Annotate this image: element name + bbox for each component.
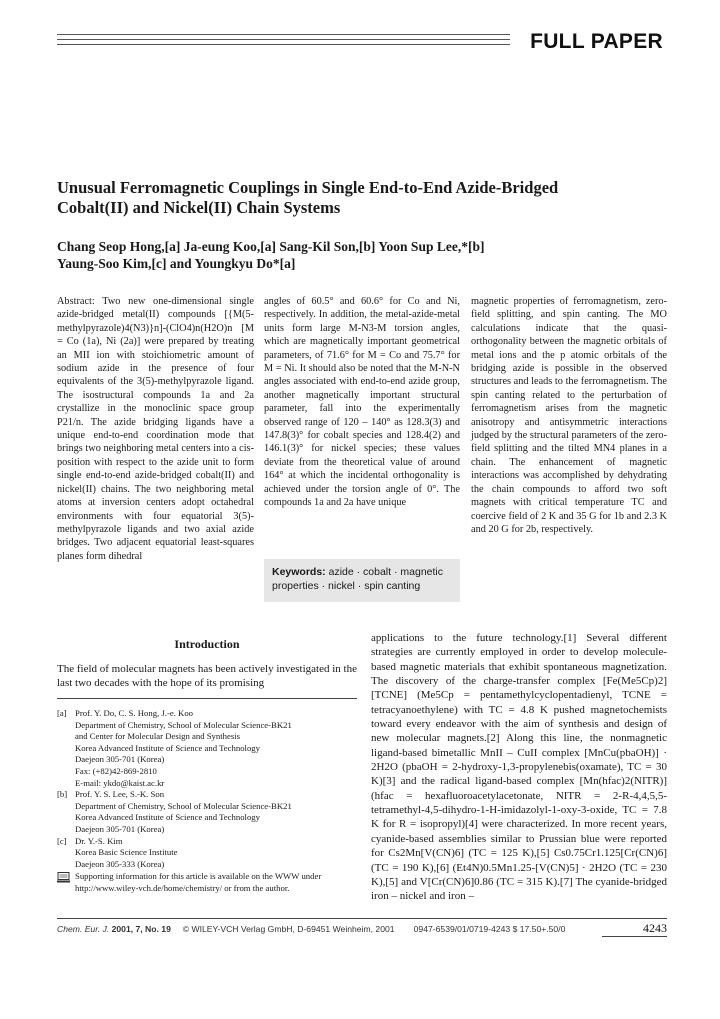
computer-icon: [57, 872, 70, 883]
copyright: © WILEY-VCH Verlag GmbH, D-69451 Weinheim, 2001: [182, 924, 395, 934]
keywords-box: [264, 559, 460, 602]
introduction-heading: Introduction: [174, 637, 240, 651]
supporting-info-url[interactable]: http://www.wiley-vch.de/home/chemistry/ or from the author.: [75, 882, 290, 893]
authors-line-1: Chang Seop Hong,[a] Ja-eung Koo,[a] Sang-Kil Son,[b] Yoon Sup Lee,*[b]: [57, 239, 485, 254]
page-number-underline: [602, 936, 667, 937]
introduction-continued: applications to the future technology.[1] Several different strategies are currently employed in order to develop molecule-based magnetic materials that exhibit spontaneous magnetization. The discovery of the charge-transfer complex [Fe(Me5Cp)2][TCNE] (Me5Cp = pentamethylcyclopentadienyl, TCNE = tetracyanoethylene) with TC = 4.8 K pushed magnetochemists toward every endeavor with the aim of synthesis and design of new molecular magnets.[2] Along this line, the nonmagnetic ligand-based bimetallic MnII – CuII complex [MnCu(pbaOH)] · 2H2O (pbaOH = 2-hydroxy-1,3-propylenebis(oxamate), TC = 30 K)[3] and the radical ligand-based complex [Mn(hfac)2(NITR)] (hfac = hexafluoroacetylacetonate, NITR = 2-R-4,4,5,5-tetramethyl-4,5-dihydro-1-H-imidazolyl-1-oxy-3-oxide, TC = 7.8 K for R = isopropyl)[4] were characterized. In more recent years, cyanide-based assemblies similar to Prussian blue were reported for Cs2Mn[V(CN)6] (TC = 125 K),[5] Cs0.75Cr1.125[Cr(CN)6] (TC = 190 K),[6] (Et4N)0.5Mn1.25-[V(CN)5] · 2H2O (TC = 230 K),[5] and V[Cr(CN)6]0.86 (TC = 315 K).[7] The cyanide-bridged iron – nickel and iron –: [371, 632, 667, 903]
footnote-line: Korea Advanced Institute of Science and Technology: [75, 812, 260, 823]
supporting-info-note: [57, 871, 357, 894]
page-footer: [57, 921, 667, 935]
page-number: 4243: [643, 921, 667, 935]
footnote-line: Prof. Y. S. Lee, S.-K. Son: [75, 789, 165, 800]
footnote-c: [57, 836, 357, 871]
footnote-line: Daejeon 305-333 (Korea): [75, 858, 165, 869]
footnote-a: [57, 708, 357, 789]
introduction-paragraph: The field of molecular magnets has been actively investigated in the last two decades with the hope of its promising: [57, 663, 357, 690]
footnote-line: Korea Basic Science Institute: [75, 847, 178, 858]
footer-divider: [57, 918, 667, 919]
section-label: FULL PAPER: [530, 30, 663, 53]
footnote-line: and Center for Molecular Design and Synthesis: [75, 731, 241, 742]
abstract-column-2: angles of 60.5° and 60.6° for Co and Ni, respectively. In addition, the metal-azide-metal units form large M-N3-M torsion angles, which are magnetically important geometrical parameters, of 71.6° for M = Co and 75.7° for M = Ni. It should also be noted that the M-N-N angles associated with end-to-end azide group, another magnetically important structural parameter, fall into the experimentally observed range of 120 – 140° as 128.3(3) and 147.8(3)° for cobalt species and 128.4(2) and 146.1(3)° for nickel species; these values deviate from the theoretical value of around 164° at which the incidental orthogonality is achieved under the torsion angle of 0°. The compounds 1a and 2a have unique: [264, 296, 460, 509]
footnote-email: E-mail: ykdo@kaist.ac.kr: [75, 777, 165, 788]
issn: 0947-6539/01/0719-4243 $ 17.50+.50/0: [413, 924, 566, 934]
footnote-divider: [57, 698, 357, 699]
title-line-1: Unusual Ferromagnetic Couplings in Single End-to-End Azide-Bridged: [57, 178, 559, 197]
authors-line-2: Yaung-Soo Kim,[c] and Youngkyu Do*[a]: [57, 256, 296, 271]
footnote-line: Daejeon 305-701 (Korea): [75, 823, 165, 834]
author-list: [57, 238, 667, 272]
article-title: [57, 178, 667, 218]
footnote-tag: [a]: [57, 708, 67, 718]
footnote-line: Fax: (+82)42-869-2810: [75, 765, 157, 776]
affiliation-footnotes: [57, 708, 357, 895]
footnote-line: Prof. Y. Do, C. S. Hong, J.-e. Koo: [75, 708, 194, 718]
abstract-column-3: magnetic properties of ferromagnetism, zero-field splitting, and spin canting. The MO calculations indicate that the quasi-orthogonality between the magnetic orbitals of metal ions and the p atomic orbitals of the bridging azide is possible in the observed structures and leads to the ferromagnetism. The spin canting related to the perturbation of ferromagnetism arises from the magnetic anisotropy and antisymmetric interactions judged by the structural parameters of the zero-field splitting and the tilted MN4 planes in a chain. The enhancement of magnetic interactions was accomplished by dehydrating the chain compounds to afford two soft magnets with critical temperature TC and coercive field of 2 K and 35 G for 1b and 2.3 K and 20 G for 2b, respectively.: [471, 296, 667, 535]
header-rules: [57, 34, 510, 49]
keywords-label: Keywords:: [272, 566, 326, 578]
title-line-2: Cobalt(II) and Nickel(II) Chain Systems: [57, 198, 341, 217]
footnote-line: Korea Advanced Institute of Science and Technology: [75, 742, 260, 753]
keywords-text: azide · cobalt · magnetic properties · nickel · spin canting: [272, 566, 443, 592]
supporting-info-text: Supporting information for this article is available on the WWW under: [75, 871, 322, 882]
citation-year: 2001, 7, No. 19: [111, 924, 171, 934]
footnote-line: Daejeon 305-701 (Korea): [75, 754, 165, 765]
footnote-line: Department of Chemistry, School of Molecular Science-BK21: [75, 800, 292, 811]
footnote-b: [57, 789, 357, 835]
footnote-tag: [b]: [57, 789, 68, 800]
abstract-column-1: Abstract: Two new one-dimensional single azide-bridged metal(II) compounds [{M(5-methylpyrazole)4(N3)}n]-(ClO4)n(H2O)n [M = Co (1a), Ni (2a)] were prepared by treating an MII ion with stoichiometric amount of sodium azide in the presence of four equivalents of the 3(5)-methylpyrazole ligand. The isostructural compounds 1a and 2a crystallize in the monoclinic space group P21/n. The azide bridging ligands have a unique end-to-end coordination mode that brings two neighboring metal centers into a cis-position with respect to the azide unit to form single end-to-end azide-bridged cobalt(II) and nickel(II) chains. The two neighboring metal atoms at inversion centers adopt octahedral environments with four equatorial 3(5)-methylpyrazole ligands and two axial azide bridges. Two adjacent equatorial least-squares planes form dihedral: [57, 296, 254, 562]
footnote-tag: [c]: [57, 835, 67, 846]
footnote-line: Department of Chemistry, School of Molecular Science-BK21: [75, 719, 292, 730]
footnote-line: Dr. Y.-S. Kim: [75, 835, 123, 846]
journal-name: Chem. Eur. J.: [57, 924, 110, 934]
